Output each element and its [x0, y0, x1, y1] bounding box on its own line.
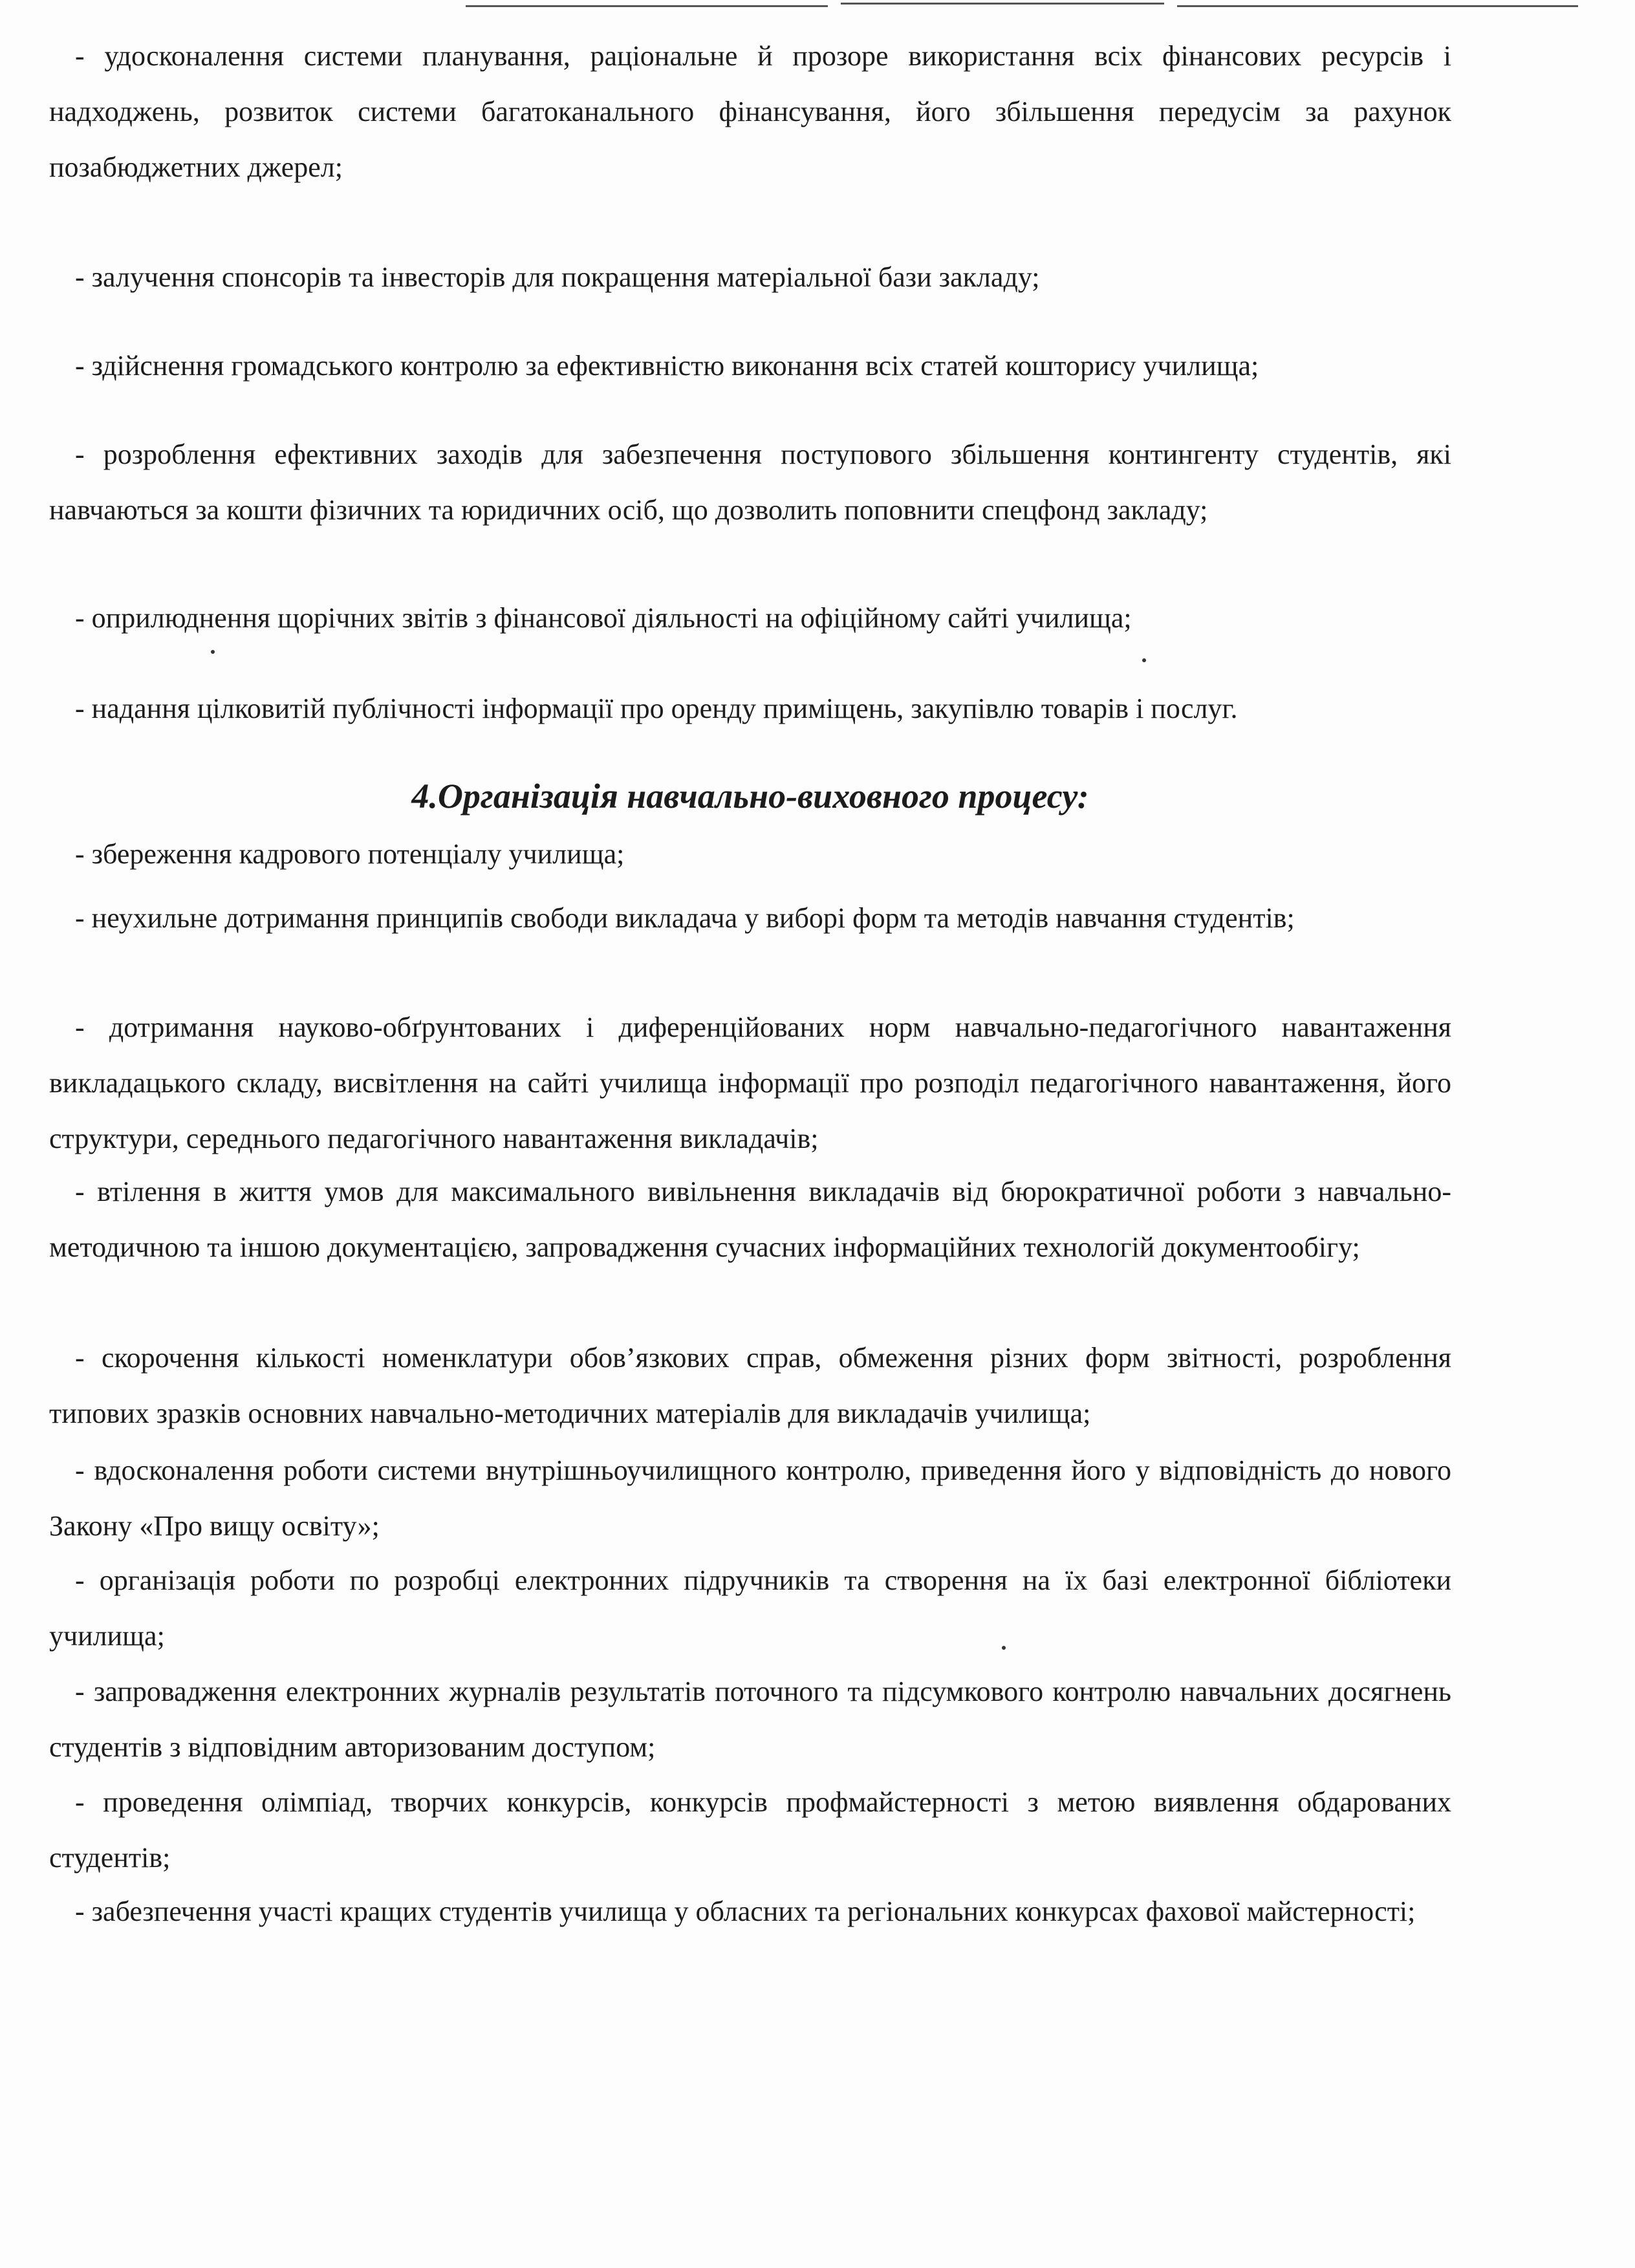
education-item: - неухильне дотримання принципів свободи викладача у виборі форм та методів навчання студентів; [75, 902, 1295, 934]
scan-speck [1142, 658, 1146, 662]
education-item: - запровадження електронних журналів результатів поточного та підсумкового контролю навчальних досягнень студентів з відповідним авторизованим доступом; [49, 1676, 1451, 1763]
scan-edge-line [466, 5, 828, 7]
education-item: - збереження кадрового потенціалу училища; [75, 838, 625, 870]
education-item: - організація роботи по розробці електронних підручників та створення на їх базі електронної бібліотеки училища; [49, 1564, 1451, 1652]
finance-item: - удосконалення системи планування, раціональне й прозоре використання всіх фінансових ресурсів і надходжень, розвиток системи багатоканального фінансування, його збільшення передусім за рахунок позабюджетних джерел; [49, 40, 1451, 183]
scan-edge-line [1177, 5, 1578, 7]
education-item: - проведення олімпіад, творчих конкурсів, конкурсів профмайстерності з метою виявлення обдарованих студентів; [49, 1786, 1451, 1874]
scan-speck [211, 650, 215, 654]
scan-edge-line [841, 3, 1164, 5]
education-item: - скорочення кількості номенклатури обов’язкових справ, обмеження різних форм звітності, розроблення типових зразків основних навчально-методичних матеріалів для викладачів училища; [49, 1342, 1451, 1429]
finance-item: - залучення спонсорів та інвесторів для покращення матеріальної бази закладу; [75, 261, 1040, 293]
scan-speck [1002, 1646, 1006, 1650]
finance-item: - розроблення ефективних заходів для забезпечення поступового збільшення контингенту студентів, які навчаються за кошти фізичних та юридичних осіб, що дозволить поповнити спецфонд закладу; [49, 438, 1451, 526]
education-item: - дотримання науково-обґрунтованих і диференційованих норм навчально-педагогічного навантаження викладацького складу, висвітлення на сайті училища інформації про розподіл педагогічного навантаження, його структури, середнього педагогічного навантаження викладачів; [49, 1011, 1451, 1154]
education-item: - вдосконалення роботи системи внутрішньоучилищного контролю, приведення його у відповідність до нового Закону «Про вищу освіту»; [49, 1454, 1451, 1542]
education-item: - забезпечення участі кращих студентів училища у обласних та регіональних конкурсах фахової майстерності; [75, 1895, 1416, 1927]
education-item: - втілення в життя умов для максимального вивільнення викладачів від бюрократичної роботи з навчально-методичною та іншою документацією, запровадження сучасних інформаційних технологій документообігу; [49, 1176, 1451, 1263]
finance-item: - здійснення громадського контролю за ефективністю виконання всіх статей кошторису училища; [75, 350, 1259, 382]
finance-item: - надання цілковитій публічності інформації про оренду приміщень, закупівлю товарів і послуг. [75, 693, 1238, 724]
finance-item: - оприлюднення щорічних звітів з фінансової діяльності на офіційному сайті училища; [75, 602, 1132, 634]
section-heading: 4.Організація навчально-виховного процесу: [411, 777, 1089, 815]
